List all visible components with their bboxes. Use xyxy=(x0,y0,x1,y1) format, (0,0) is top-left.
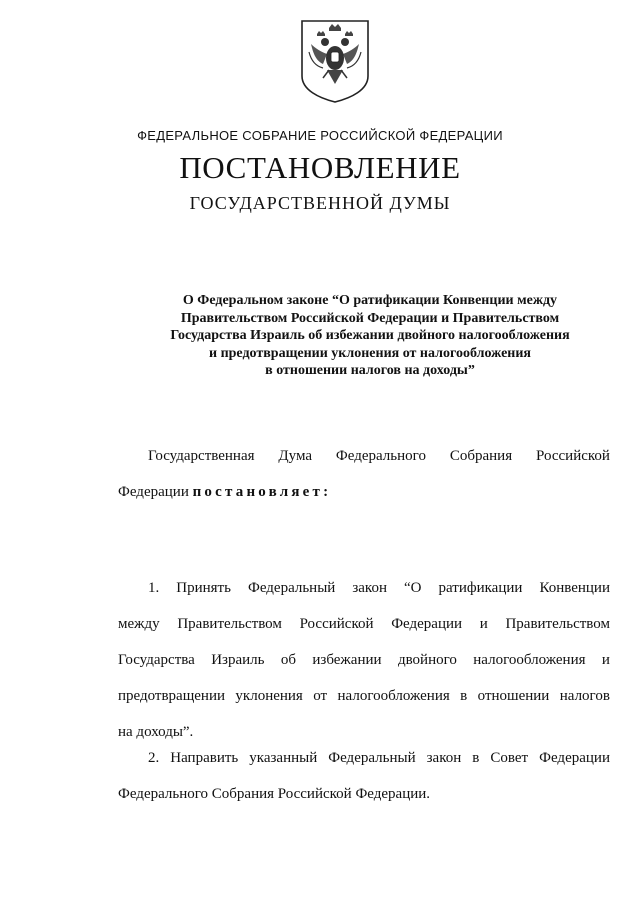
item-word: Принять xyxy=(176,580,231,596)
document-type-title: ПОСТАНОВЛЕНИЕ xyxy=(179,150,461,185)
item-word: избежании xyxy=(312,652,382,668)
item-word: Федеральный xyxy=(247,580,336,596)
item-word: Израиль xyxy=(211,652,265,668)
item-word: Федерации xyxy=(539,750,610,766)
decree-verb: постановляет: xyxy=(192,484,332,500)
item-word: и xyxy=(479,616,488,632)
item-word: и xyxy=(601,652,610,668)
item-word: на доходы”. xyxy=(118,724,194,740)
item-word: Конвенции xyxy=(539,580,610,596)
preamble-word: Российской xyxy=(536,448,610,464)
resolution-subject xyxy=(130,292,610,380)
item-word: отношении xyxy=(477,688,550,704)
resolution-item-1 xyxy=(118,570,610,750)
item-word: Российской xyxy=(299,616,374,632)
item-word: ратификации xyxy=(438,580,523,596)
preamble-line xyxy=(118,474,610,510)
subject-line: Государства Израиль об избежании двойного налогообложения xyxy=(170,328,570,343)
item-word: “О xyxy=(404,580,422,596)
subject-line: и предотвращении уклонения от налогообложения xyxy=(209,345,531,361)
item-word: от xyxy=(313,688,328,704)
item-line xyxy=(118,606,610,642)
item-line xyxy=(118,642,610,678)
item-word: Правительством xyxy=(177,616,282,632)
item-word: налогообложения xyxy=(337,688,450,704)
item-word: Федерации xyxy=(391,616,463,632)
item-line xyxy=(118,776,610,812)
preamble-word: Федерации xyxy=(118,484,189,500)
preamble-word: Собрания xyxy=(449,448,513,464)
item-word: 1. xyxy=(148,580,160,596)
item-word: в xyxy=(472,750,480,766)
item-word: между xyxy=(118,616,160,632)
item-word: Федерального Собрания Российской Федерации. xyxy=(118,786,431,802)
item-word: двойного xyxy=(397,652,457,668)
item-word: уклонения xyxy=(235,688,303,704)
item-line xyxy=(118,678,610,714)
organization-heading: ФЕДЕРАЛЬНОЕ СОБРАНИЕ РОССИЙСКОЙ ФЕДЕРАЦИИ xyxy=(137,128,503,143)
item-word: закон xyxy=(352,580,387,596)
item-word: 2. xyxy=(148,750,160,766)
item-line xyxy=(118,570,610,606)
item-word: указанный xyxy=(249,750,318,766)
item-word: налогообложения xyxy=(473,652,586,668)
preamble-paragraph xyxy=(118,438,610,510)
item-word: Правительством xyxy=(505,616,610,632)
item-word: Федеральный xyxy=(328,750,416,766)
preamble-line xyxy=(118,438,610,474)
item-word: Государства xyxy=(118,652,195,668)
item-word: в xyxy=(460,688,468,704)
preamble-word: Дума xyxy=(278,448,313,464)
preamble-word: Федерального xyxy=(335,448,426,464)
item-word: налогов xyxy=(559,688,610,704)
item-word: предотвращении xyxy=(118,688,226,704)
subject-line: О Федеральном законе “О ратификации Конвенции между xyxy=(182,293,558,308)
item-word: Направить xyxy=(170,750,239,766)
item-word: закон xyxy=(426,750,462,766)
item-word: об xyxy=(280,652,296,668)
item-line xyxy=(118,740,610,776)
preamble-word: Государственная xyxy=(148,448,255,464)
issuer-heading: ГОСУДАРСТВЕННОЙ ДУМЫ xyxy=(189,193,451,213)
item-word: Совет xyxy=(490,750,529,766)
subject-line: Правительством Российской Федерации и Правительством xyxy=(180,310,560,326)
coat-of-arms-icon xyxy=(299,18,371,104)
subject-line: в отношении налогов на доходы” xyxy=(265,363,475,378)
resolution-item-2 xyxy=(118,740,610,812)
